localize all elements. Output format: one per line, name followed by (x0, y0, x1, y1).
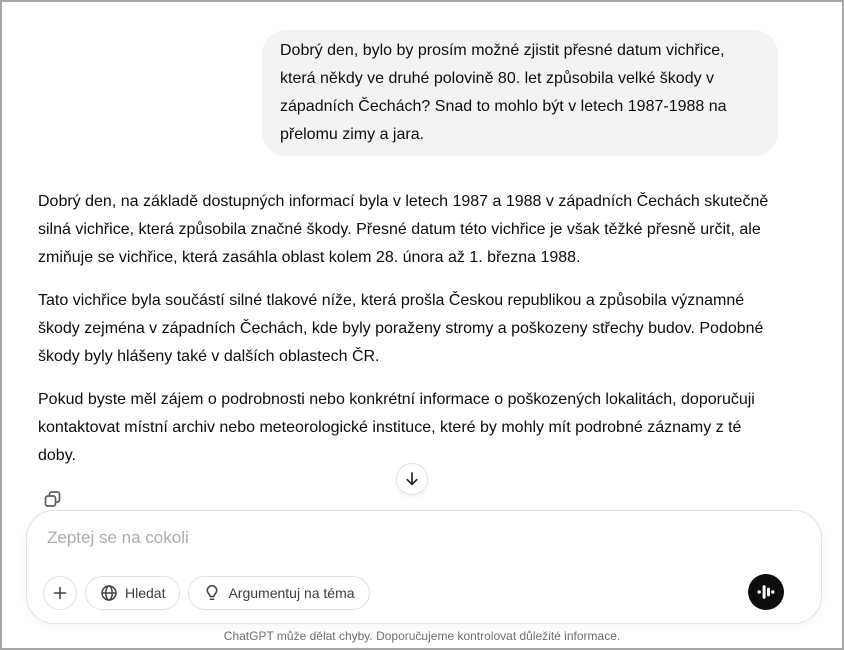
composer-actions (43, 576, 370, 610)
plus-icon (52, 585, 68, 601)
user-message-row (38, 30, 778, 156)
attach-button[interactable] (43, 576, 77, 610)
reason-button-label: Argumentuj na téma (228, 585, 355, 601)
disclaimer-text: ChatGPT může dělat chyby. Doporučujeme kontrolovat důležité informace. (223, 629, 621, 643)
assistant-message (38, 188, 778, 470)
voice-mode-button[interactable] (748, 574, 784, 610)
waveform-icon (756, 582, 776, 602)
composer (26, 510, 822, 624)
assistant-paragraph: Pokud byste měl zájem o podrobnosti nebo konkrétní informace o poškozených lokalitách, doporučuji kontaktovat místní archiv nebo meteorologické instituce, které by mohly mít podrobné záznamy z té doby. (38, 391, 755, 464)
assistant-paragraph: Dobrý den, na základě dostupných informací byla v letech 1987 a 1988 v západních Čechách skutečně silná vichřice, která způsobila značné škody. Přesné datum této vichřice je však těžké přesně určit, ale zmiňuje se vichřice, která zasáhla oblast kolem 28. února až 1. března 1988. (38, 193, 769, 266)
copy-button[interactable] (38, 485, 66, 513)
search-button-label: Hledat (125, 585, 166, 601)
copy-icon (43, 490, 62, 509)
user-message-bubble: Dobrý den, bylo by prosím možné zjistit přesné datum vichřice, která někdy ve druhé polovině 80. let způsobila velké škody v západních Čechách? Snad to mohlo být v letech 1987-1988 na přelomu zimy a jara. (262, 30, 778, 156)
search-button[interactable] (85, 576, 180, 610)
assistant-paragraph: Tato vichřice byla součástí silné tlakové níže, která prošla Českou republikou a způsobila významné škody zejména v západních Čechách, kde byly poraženy stromy a poškozeny střechy budov. Podobné škody byly hlášeny také v dalších oblastech ČR. (38, 292, 764, 365)
arrow-down-icon (403, 470, 421, 488)
scroll-to-bottom-button[interactable] (396, 463, 428, 495)
conversation-area (38, 2, 778, 513)
reason-button[interactable] (188, 576, 369, 610)
globe-icon (100, 584, 118, 602)
lightbulb-icon (203, 584, 221, 602)
message-input[interactable] (47, 523, 747, 557)
